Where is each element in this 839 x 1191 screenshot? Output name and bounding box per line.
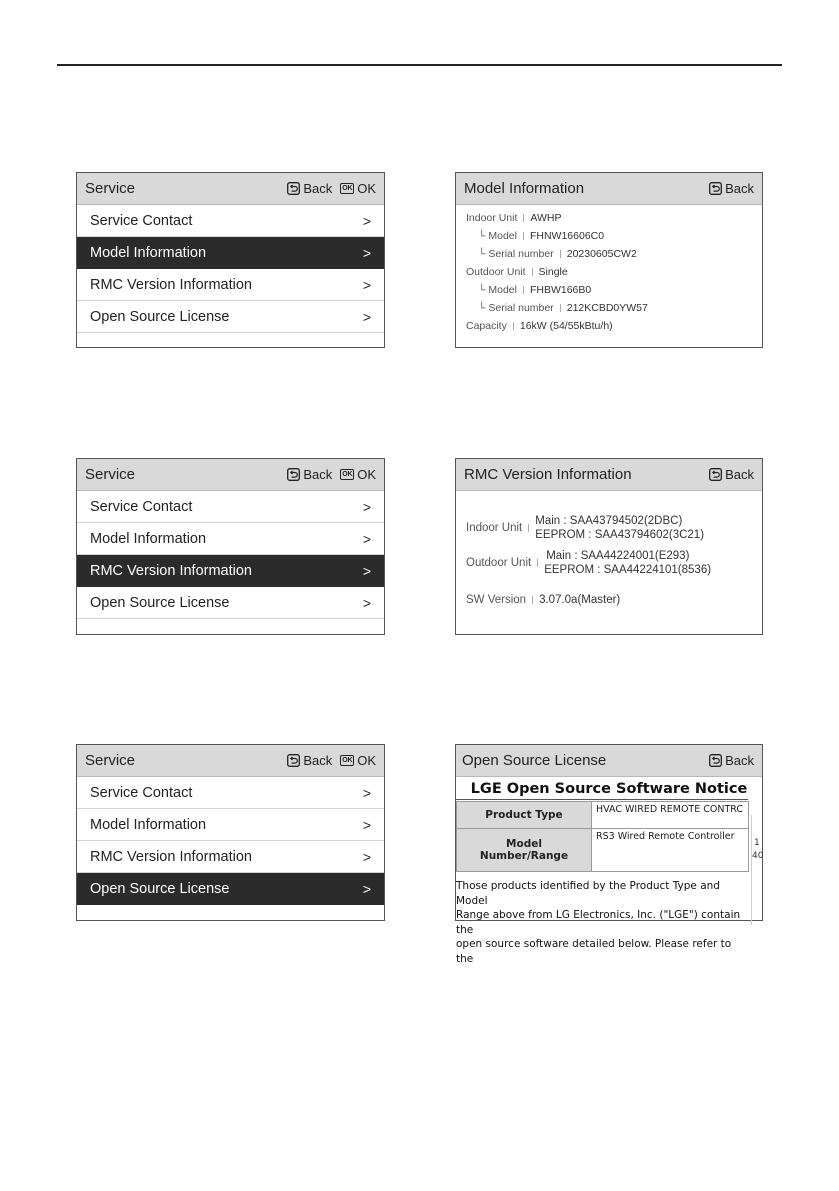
- screen-title: Service: [85, 180, 136, 197]
- back-label: Back: [725, 753, 754, 768]
- back-button[interactable]: [709, 753, 754, 768]
- menu-item-label: Open Source License: [90, 594, 230, 611]
- chevron-right-icon: >: [362, 784, 371, 801]
- ok-icon: OK: [342, 471, 353, 478]
- separator: [523, 214, 524, 222]
- info-label: Indoor Unit: [466, 212, 518, 224]
- separator: [523, 286, 524, 294]
- separator: [560, 304, 561, 312]
- screen-title: RMC Version Information: [464, 466, 632, 483]
- info-row-indoor-model: [466, 227, 752, 245]
- screen-header: [456, 459, 762, 491]
- model-label-line: Number/Range: [479, 850, 569, 862]
- cut-off-text: 40: [752, 851, 764, 861]
- separator: [532, 596, 533, 604]
- menu-item-model-information[interactable]: [77, 523, 384, 555]
- screen-header: [77, 745, 384, 777]
- back-icon: [709, 182, 722, 195]
- chevron-right-icon: >: [362, 276, 371, 293]
- menu-item-label: Model Information: [90, 244, 207, 261]
- service-menu-screen-3: [76, 744, 385, 921]
- chevron-right-icon: >: [362, 562, 371, 579]
- info-label: Capacity: [466, 320, 507, 332]
- product-type-value: HVAC WIRED REMOTE CONTRC: [592, 802, 749, 829]
- back-label: Back: [725, 181, 754, 196]
- chevron-right-icon: >: [362, 848, 371, 865]
- model-info-list: [456, 205, 762, 339]
- chevron-right-icon: >: [362, 244, 371, 261]
- menu-item-label: RMC Version Information: [90, 848, 252, 865]
- menu-item-label: Model Information: [90, 816, 207, 833]
- back-icon: [287, 182, 300, 195]
- menu-item-label: Model Information: [90, 530, 207, 547]
- menu-item-label: Service Contact: [90, 498, 193, 515]
- ok-button[interactable]: [340, 467, 376, 482]
- screen-header: [77, 173, 384, 205]
- info-row-outdoor-serial: [466, 299, 752, 317]
- ok-label: OK: [357, 467, 376, 482]
- license-product-table: [456, 801, 749, 872]
- service-menu-screen-2: [76, 458, 385, 635]
- separator: [513, 322, 514, 330]
- menu-item-rmc-version-information[interactable]: [77, 269, 384, 301]
- screen-header: [456, 173, 762, 205]
- back-button[interactable]: [287, 467, 332, 482]
- info-label: └ Model: [478, 230, 517, 242]
- back-button[interactable]: [709, 467, 754, 482]
- menu-item-label: Open Source License: [90, 880, 230, 897]
- rmc-row-outdoor-unit: [466, 549, 711, 577]
- license-text-line: Those products identified by the Product Type and Model: [456, 880, 720, 907]
- rmc-main-version: Main : SAA43794502(2DBC): [535, 515, 683, 527]
- info-row-indoor-serial: [466, 245, 752, 263]
- ok-button[interactable]: [340, 181, 376, 196]
- ok-icon: OK: [342, 185, 353, 192]
- license-body-text[interactable]: [456, 879, 748, 966]
- model-range-value: RS3 Wired Remote Controller: [592, 829, 749, 872]
- menu-item-model-information[interactable]: [77, 237, 384, 269]
- info-value: 16kW (54/55kBtu/h): [519, 320, 613, 332]
- menu-item-open-source-license[interactable]: [77, 301, 384, 333]
- product-type-label: Product Type: [457, 802, 592, 829]
- heading-rule: [456, 799, 748, 800]
- rmc-label: SW Version: [466, 594, 527, 606]
- menu-item-model-information[interactable]: [77, 809, 384, 841]
- menu-item-open-source-license[interactable]: [77, 587, 384, 619]
- service-menu-screen-1: [76, 172, 385, 348]
- screen-title: Open Source License: [462, 752, 607, 769]
- rmc-version-information-screen: [455, 458, 763, 635]
- info-label: └ Serial number: [478, 302, 554, 314]
- separator: [560, 250, 561, 258]
- menu-item-service-contact[interactable]: [77, 777, 384, 809]
- rmc-sw-value: 3.07.0a(Master): [539, 594, 621, 606]
- back-icon: [709, 754, 722, 767]
- chevron-right-icon: >: [362, 212, 371, 229]
- screen-header: [456, 745, 762, 777]
- back-button[interactable]: [709, 181, 754, 196]
- chevron-right-icon: >: [362, 594, 371, 611]
- info-row-outdoor-model: [466, 281, 752, 299]
- scroll-divider: [751, 815, 767, 925]
- rmc-label: Indoor Unit: [466, 522, 523, 534]
- menu-item-open-source-license[interactable]: [77, 873, 384, 905]
- info-label: └ Model: [478, 284, 517, 296]
- info-label: └ Serial number: [478, 248, 554, 260]
- info-value: 212KCBD0YW57: [566, 302, 648, 314]
- license-heading: LGE Open Source Software Notice: [470, 781, 748, 797]
- info-value: FHNW16606C0: [529, 230, 605, 242]
- rmc-main-version: Main : SAA44224001(E293): [546, 550, 690, 562]
- separator: [532, 268, 533, 276]
- screen-header: [77, 459, 384, 491]
- rmc-label: Outdoor Unit: [466, 557, 532, 569]
- license-text-line: open source software detailed below. Please refer to the: [456, 938, 732, 965]
- back-icon: [287, 754, 300, 767]
- model-label-line: Model: [506, 838, 542, 850]
- back-icon: [287, 468, 300, 481]
- info-value: Single: [538, 266, 568, 278]
- open-source-license-screen: [455, 744, 764, 965]
- info-label: Outdoor Unit: [466, 266, 526, 278]
- chevron-right-icon: >: [362, 880, 371, 897]
- chevron-right-icon: >: [362, 530, 371, 547]
- back-label: Back: [303, 467, 333, 482]
- info-row-outdoor-unit: [466, 263, 752, 281]
- menu-item-label: Service Contact: [90, 212, 193, 229]
- rmc-value-group: [544, 549, 711, 577]
- back-icon: [709, 468, 722, 481]
- table-row: [457, 829, 749, 872]
- screen-title: Model Information: [464, 180, 585, 197]
- ok-button[interactable]: [340, 753, 376, 768]
- cut-off-text: 1: [754, 838, 760, 848]
- menu-item-label: RMC Version Information: [90, 562, 252, 579]
- info-row-capacity: [466, 317, 752, 335]
- chevron-right-icon: >: [362, 498, 371, 515]
- ok-label: OK: [357, 753, 376, 768]
- menu-item-label: Service Contact: [90, 784, 193, 801]
- rmc-eeprom-version: EEPROM : SAA44224101(8536): [544, 564, 712, 576]
- separator: [537, 559, 538, 567]
- rmc-value-group: [535, 514, 704, 542]
- ok-label: OK: [357, 181, 376, 196]
- menu-item-service-contact[interactable]: [77, 205, 384, 237]
- model-range-label: [457, 829, 592, 872]
- menu-item-label: Open Source License: [90, 308, 230, 325]
- rmc-eeprom-version: EEPROM : SAA43794602(3C21): [535, 529, 705, 541]
- info-value: 20230605CW2: [566, 248, 637, 260]
- ok-icon: OK: [342, 757, 353, 764]
- menu-item-label: RMC Version Information: [90, 276, 252, 293]
- table-row: [457, 802, 749, 829]
- info-row-indoor-unit: [466, 209, 752, 227]
- back-label: Back: [303, 753, 333, 768]
- rmc-row-indoor-unit: [466, 514, 704, 542]
- separator: [528, 524, 529, 532]
- back-label: Back: [725, 467, 754, 482]
- info-value: AWHP: [530, 212, 562, 224]
- back-label: Back: [303, 181, 333, 196]
- back-button[interactable]: [287, 753, 332, 768]
- rmc-row-sw-version: [466, 593, 620, 607]
- menu-item-rmc-version-information[interactable]: [77, 841, 384, 873]
- screen-title: Service: [85, 466, 136, 483]
- back-button[interactable]: [287, 181, 332, 196]
- screen-title: Service: [85, 752, 136, 769]
- chevron-right-icon: >: [362, 816, 371, 833]
- page-top-rule: [57, 64, 782, 66]
- license-text-line: Range above from LG Electronics, Inc. ("LGE") contain the: [456, 909, 741, 936]
- menu-item-rmc-version-information[interactable]: [77, 555, 384, 587]
- info-value: FHBW166B0: [529, 284, 592, 296]
- chevron-right-icon: >: [362, 308, 371, 325]
- menu-item-service-contact[interactable]: [77, 491, 384, 523]
- model-information-screen: [455, 172, 763, 348]
- separator: [523, 232, 524, 240]
